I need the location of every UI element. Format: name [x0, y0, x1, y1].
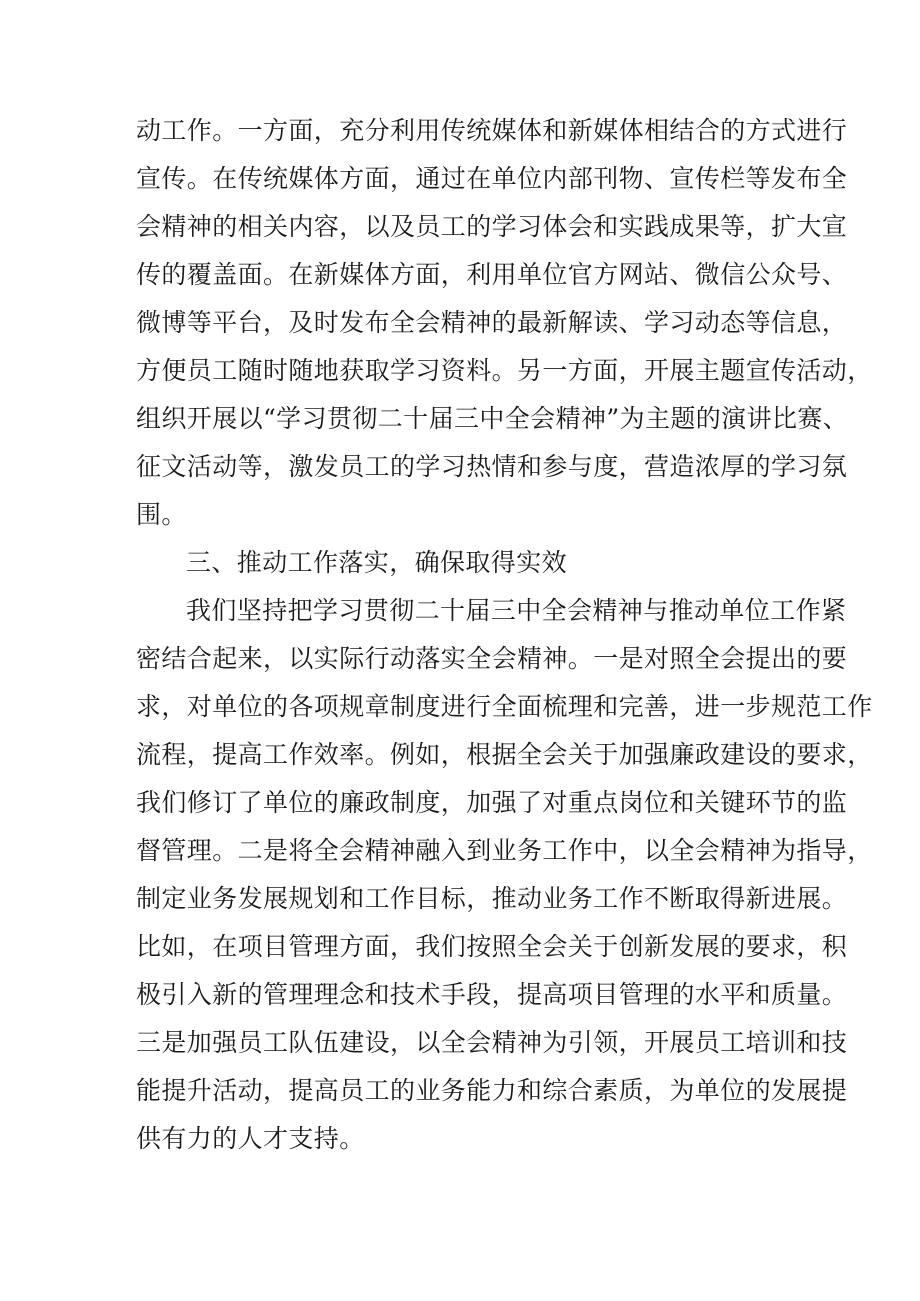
paragraph-1-line-3: 会精神的相关内容，以及员工的学习体会和实践成果等，扩大宣: [136, 212, 848, 241]
paragraph-2-line-7: 制定业务发展规划和工作目标，推动业务工作不断取得新进展。: [136, 884, 848, 913]
paragraph-1-line-6: 方便员工随时随地获取学习资料。另一方面，开展主题宣传活动，: [136, 356, 873, 385]
paragraph-1-line-8: 征文活动等，激发员工的学习热情和参与度，营造浓厚的学习氛: [136, 452, 848, 481]
paragraph-2-line-1: 我们坚持把学习贯彻二十届三中全会精神与推动单位工作紧: [186, 596, 847, 625]
paragraph-2-line-9: 极引入新的管理理念和技术手段，提高项目管理的水平和质量。: [136, 980, 848, 1009]
paragraph-2-line-6: 督管理。二是将全会精神融入到业务工作中，以全会精神为指导，: [136, 836, 873, 865]
paragraph-2-line-4: 流程，提高工作效率。例如，根据全会关于加强廉政建设的要求，: [136, 740, 873, 769]
paragraph-1-line-7: 组织开展以“学习贯彻二十届三中全会精神”为主题的演讲比赛、: [136, 404, 849, 433]
section-heading: 三、推动工作落实，确保取得实效: [186, 548, 568, 577]
paragraph-2-line-12: 供有力的人才支持。: [136, 1124, 365, 1153]
paragraph-2-line-10: 三是加强员工队伍建设，以全会精神为引领，开展员工培训和技: [136, 1028, 848, 1057]
paragraph-2-line-11: 能提升活动，提高员工的业务能力和综合素质，为单位的发展提: [136, 1076, 848, 1105]
paragraph-1-line-1: 动工作。一方面，充分利用传统媒体和新媒体相结合的方式进行: [136, 116, 848, 145]
paragraph-1-line-4: 传的覆盖面。在新媒体方面，利用单位官方网站、微信公众号、: [136, 260, 848, 289]
paragraph-2-line-5: 我们修订了单位的廉政制度，加强了对重点岗位和关键环节的监: [136, 788, 848, 817]
paragraph-2-line-8: 比如，在项目管理方面，我们按照全会关于创新发展的要求，积: [136, 932, 848, 961]
paragraph-2-line-2: 密结合起来，以实际行动落实全会精神。一是对照全会提出的要: [136, 644, 848, 673]
paragraph-2-line-3: 求，对单位的各项规章制度进行全面梳理和完善，进一步规范工作: [136, 692, 873, 721]
paragraph-1-line-9: 围。: [136, 500, 187, 529]
paragraph-1-line-2: 宣传。在传统媒体方面，通过在单位内部刊物、宣传栏等发布全: [136, 164, 848, 193]
paragraph-1-line-5: 微博等平台，及时发布全会精神的最新解读、学习动态等信息，: [136, 308, 848, 337]
